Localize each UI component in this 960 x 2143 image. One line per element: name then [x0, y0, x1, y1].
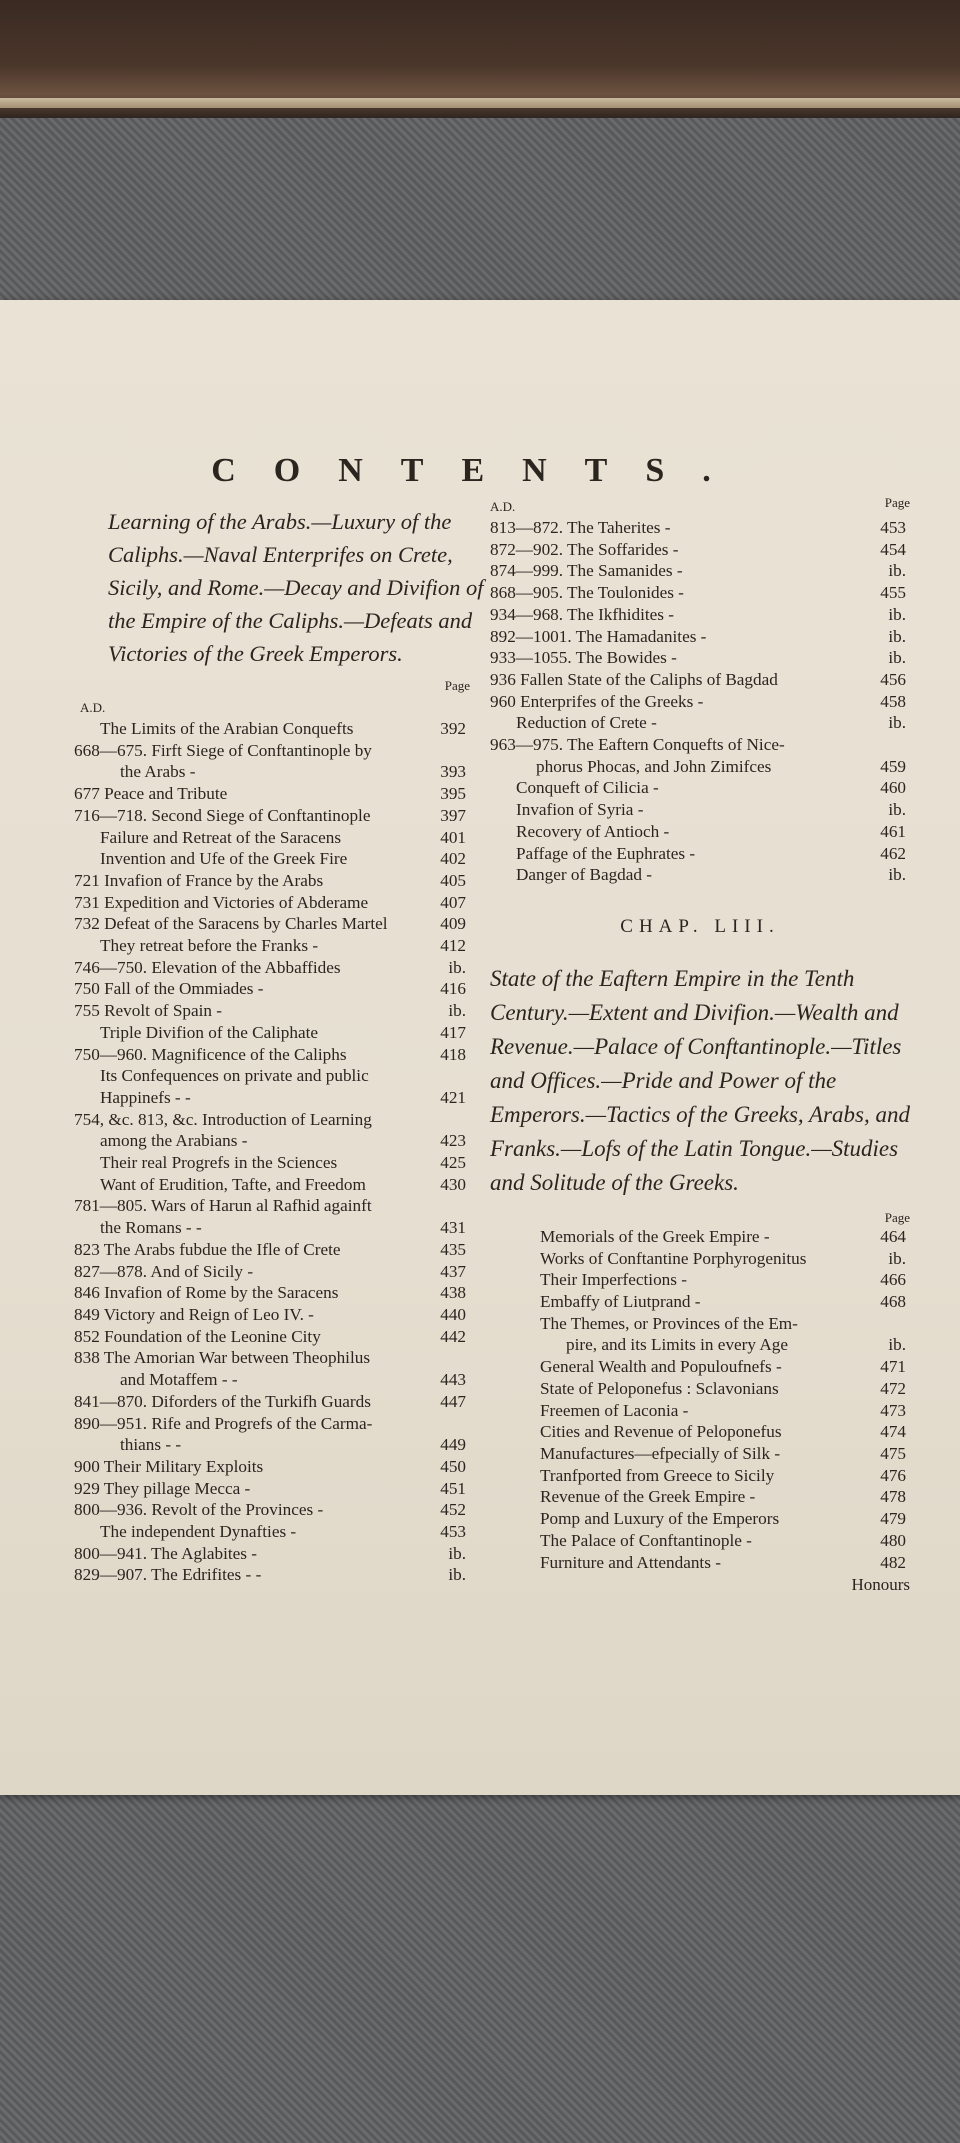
entry-page: 454 [880, 539, 906, 559]
entry-page: 395 [440, 784, 466, 804]
entry-title: Invafion of Syria - [516, 800, 644, 820]
chapter-summary: Learning of the Arabs.—Luxury of the Caliphs.—Naval Enterprifes on Crete, Sicily, and Rome.—Decay and Divifion of the Empire of the Caliphs.—Defeats and Victories of the Greek Emperors. [108, 509, 484, 666]
entry-title: The Bowides - [575, 648, 677, 668]
entry-title: The Taherites - [567, 518, 671, 537]
entry-date: 829—907. [74, 1565, 148, 1585]
entry-page: 461 [880, 821, 906, 841]
contents-list [490, 517, 910, 886]
entry-page: ib. [448, 957, 466, 977]
entry-page: ib. [448, 1543, 466, 1563]
entry-date: 800—936. [74, 1500, 148, 1520]
entry-title: Their Military Exploits [103, 1456, 264, 1476]
toc-entry [74, 1326, 470, 1348]
toc-entry [490, 517, 910, 539]
toc-entry [490, 691, 910, 713]
entry-title: Their Imperfections - [540, 1270, 687, 1290]
entry-title: Pomp and Luxury of the Emperors [540, 1509, 780, 1529]
toc-entry [74, 718, 470, 740]
entry-title: The Palace of Conftantinople - [540, 1530, 752, 1550]
entry-page: 418 [440, 1044, 466, 1064]
entry-date: 874—999. [490, 561, 564, 581]
toc-entry [490, 647, 910, 669]
entry-date: 677 [74, 784, 100, 804]
entry-title: Danger of Bagdad - [516, 865, 653, 885]
entry-page: 460 [880, 778, 906, 798]
entry-date: 890—951. [74, 1413, 148, 1433]
toc-entry [74, 935, 470, 957]
entry-title: Enterprifes of the Greeks - [520, 691, 704, 711]
entry-title: Want of Erudition, Tafte, and Freedom [100, 1174, 366, 1194]
entry-page: 472 [880, 1378, 906, 1398]
toc-entry [490, 626, 910, 648]
toc-entry [74, 1543, 470, 1565]
toc-entry [540, 1552, 910, 1574]
entry-title: The Samanides - [567, 561, 683, 581]
toc-entry [540, 1378, 910, 1400]
toc-entry [74, 1521, 470, 1543]
entry-date: 960 [490, 691, 516, 711]
entry-title: The Themes, or Provinces of the Em- [540, 1313, 798, 1333]
entry-title: Victory and Reign of Leo IV. - [103, 1304, 314, 1324]
entry-title: the Arabs - [120, 762, 196, 782]
entry-page: 456 [880, 669, 906, 689]
toc-entry [540, 1508, 910, 1530]
toc-entry [74, 1022, 470, 1044]
toc-entry [490, 669, 910, 691]
entry-page: 405 [440, 870, 466, 890]
entry-page: 473 [880, 1400, 906, 1420]
toc-entry [74, 1000, 470, 1022]
entry-page: 437 [440, 1261, 466, 1281]
toc-entry [540, 1291, 910, 1313]
toc-entry [540, 1226, 910, 1248]
toc-entry [540, 1443, 910, 1465]
toc-entry [74, 870, 470, 892]
toc-entry [74, 1087, 470, 1109]
entry-title: Paffage of the Euphrates - [516, 843, 696, 863]
entry-date: 668—675. [74, 740, 148, 760]
entry-page: 471 [880, 1357, 906, 1377]
toc-entry [74, 1239, 470, 1261]
toc-entry [74, 1304, 470, 1326]
toc-entry [490, 843, 910, 865]
entry-date: 936 [490, 669, 516, 689]
entry-date: 813—872. [490, 518, 564, 537]
toc-entry [74, 1152, 470, 1174]
column-header [490, 495, 910, 517]
ad-label: A.D. [80, 700, 106, 715]
toc-entry [74, 827, 470, 849]
toc-entry [74, 1282, 470, 1304]
entry-page: 464 [880, 1226, 906, 1246]
entry-page: 476 [880, 1465, 906, 1485]
toc-entry [74, 1391, 470, 1413]
entry-title: The independent Dynafties - [100, 1522, 297, 1542]
entry-date: 900 [74, 1456, 100, 1476]
entry-title: Fall of the Ommiades - [104, 979, 264, 999]
entry-title: And of Sicily - [150, 1261, 254, 1281]
entry-title: Cities and Revenue of Peloponefus [540, 1422, 782, 1442]
entry-page: 435 [440, 1239, 466, 1259]
entry-title: Freemen of Laconia - [540, 1400, 689, 1420]
entry-date: 963—975. [490, 735, 564, 755]
entry-page: 430 [440, 1174, 466, 1194]
entry-title: Triple Divifion of the Caliphate [100, 1022, 318, 1042]
toc-entry [490, 560, 910, 582]
toc-entry [74, 892, 470, 914]
entry-page: 462 [880, 843, 906, 863]
entry-page: 423 [440, 1131, 466, 1151]
entry-page: 402 [440, 849, 466, 869]
entry-title: The Toulonides - [567, 583, 684, 603]
entry-page: 393 [440, 762, 466, 782]
page-label: Page [884, 495, 910, 510]
entry-page: 450 [440, 1456, 466, 1476]
entry-title: Their real Progrefs in the Sciences [100, 1153, 338, 1173]
entry-date: 838 [74, 1348, 100, 1368]
toc-entry [74, 1261, 470, 1283]
column-header [74, 678, 470, 718]
entry-date: 781—805. [74, 1196, 148, 1216]
toc-entry [540, 1313, 910, 1335]
entry-date: 933—1055. [490, 648, 572, 668]
entry-page: ib. [448, 1001, 466, 1021]
entry-page: 440 [440, 1304, 466, 1324]
entry-page: 443 [440, 1370, 466, 1390]
entry-page: 451 [440, 1478, 466, 1498]
entry-title: The Aglabites - [151, 1543, 258, 1563]
entry-date: 732 [74, 914, 100, 934]
toc-entry [490, 582, 910, 604]
entry-title: Revenue of the Greek Empire - [540, 1487, 756, 1507]
entry-page: 442 [440, 1326, 466, 1346]
entry-page: 453 [880, 518, 906, 537]
entry-title: Works of Conftantine Porphyrogenitus [540, 1248, 807, 1268]
carpet-background-bottom [0, 1795, 960, 2143]
page-label: Page [444, 678, 470, 693]
entry-page: ib. [888, 626, 906, 646]
entry-title: Invafion of France by the Arabs [104, 870, 324, 890]
entry-page: 416 [440, 979, 466, 999]
right-column [490, 495, 910, 1595]
page-edges [0, 98, 960, 108]
contents-list [540, 1226, 910, 1573]
entry-page: 475 [880, 1443, 906, 1463]
entry-title: Failure and Retreat of the Saracens [100, 827, 342, 847]
catchword: Honours [851, 1575, 910, 1595]
entry-date: 755 [74, 1001, 100, 1021]
entry-page: 474 [880, 1422, 906, 1442]
page-label: Page [884, 1209, 910, 1225]
entry-title: Invention and Ufe of the Greek Fire [100, 849, 348, 869]
toc-entry [74, 978, 470, 1000]
entry-date: 800—941. [74, 1543, 148, 1563]
toc-entry [490, 864, 910, 886]
entry-date: 934—968. [490, 604, 564, 624]
toc-entry [540, 1248, 910, 1270]
entry-page: 459 [880, 756, 906, 776]
entry-page: 449 [440, 1435, 466, 1455]
entry-title: Foundation of the Leonine City [104, 1326, 321, 1346]
entry-title: Wars of Harun al Rafhid againft [151, 1196, 372, 1216]
entry-title: The Limits of the Arabian Conquefts [100, 719, 354, 738]
entry-page: 392 [440, 719, 466, 738]
toc-entry [74, 1478, 470, 1500]
entry-page: 466 [880, 1270, 906, 1290]
entry-title: They pillage Mecca - [103, 1478, 251, 1498]
entry-title: They retreat before the Franks - [100, 936, 319, 956]
entry-title: phorus Phocas, and John Zimifces [536, 756, 772, 776]
entry-page: 458 [880, 691, 906, 711]
toc-entry [74, 1413, 470, 1435]
entry-title: Its Confequences on private and public [100, 1066, 369, 1086]
ad-label: A.D. [490, 499, 516, 514]
entry-page: 407 [440, 892, 466, 912]
entry-page: 397 [440, 805, 466, 825]
entry-date: 849 [74, 1304, 100, 1324]
toc-entry [540, 1421, 910, 1443]
entry-title: Tranfported from Greece to Sicily [540, 1465, 775, 1485]
entry-page: ib. [888, 800, 906, 820]
entry-title: Embaffy of Liutprand - [540, 1292, 701, 1312]
entry-title: State of Peloponefus : Sclavonians [540, 1378, 779, 1398]
entry-title: Invafion of Rome by the Saracens [104, 1283, 339, 1303]
toc-entry [490, 777, 910, 799]
entry-title: and Motaffem - - [120, 1370, 238, 1390]
entry-page: 431 [440, 1218, 466, 1238]
toc-entry [74, 1499, 470, 1521]
entry-page: 438 [440, 1283, 466, 1303]
toc-entry [490, 821, 910, 843]
entry-page: 482 [880, 1552, 906, 1572]
toc-entry [540, 1530, 910, 1552]
entry-title: Recovery of Antioch - [516, 821, 670, 841]
entry-date: 868—905. [490, 583, 564, 603]
entry-title: Elevation of the Abbaffides [151, 957, 341, 977]
entry-page: 401 [440, 827, 466, 847]
toc-entry [540, 1334, 910, 1356]
toc-entry [490, 604, 910, 626]
entry-date: 731 [74, 892, 100, 912]
entry-title: Firft Siege of Conftantinople by [151, 740, 372, 760]
entry-title: Memorials of the Greek Empire - [540, 1226, 770, 1246]
toc-entry [74, 1347, 470, 1369]
entry-date: 823 [74, 1239, 100, 1259]
entry-title: The Edrifites - - [151, 1565, 262, 1585]
entry-title: pire, and its Limits in every Age [566, 1335, 788, 1355]
entry-title: Magnificence of the Caliphs [151, 1044, 347, 1064]
toc-entry [74, 805, 470, 827]
toc-entry [540, 1269, 910, 1291]
toc-entry [74, 1065, 470, 1087]
entry-page: ib. [888, 713, 906, 733]
toc-entry [74, 1217, 470, 1239]
entry-title: General Wealth and Populoufnefs - [540, 1357, 782, 1377]
toc-entry [74, 1456, 470, 1478]
toc-entry [74, 1174, 470, 1196]
entry-page: ib. [888, 1248, 906, 1268]
toc-entry [74, 740, 470, 762]
toc-entry [74, 957, 470, 979]
entry-title: Second Siege of Conftantinople [151, 805, 371, 825]
book-top [0, 0, 960, 118]
entry-page: 421 [440, 1087, 466, 1107]
entry-title: Revolt of Spain - [104, 1001, 222, 1021]
entry-date: 746—750. [74, 957, 148, 977]
entry-title: The Ikfhidites - [567, 604, 674, 624]
entry-title: Fallen State of the Caliphs of Bagdad [520, 669, 778, 689]
entry-title: Diforders of the Turkifh Guards [151, 1391, 371, 1411]
entry-date: 872—902. [490, 539, 564, 559]
entry-page: ib. [888, 865, 906, 885]
toc-entry [490, 712, 910, 734]
entry-title: Rife and Progrefs of the Carma- [151, 1413, 373, 1433]
entry-date: 827—878. [74, 1261, 148, 1281]
toc-entry [490, 734, 910, 756]
toc-entry [490, 799, 910, 821]
toc-entry [74, 1434, 470, 1456]
entry-title: The Amorian War between Theophilus [103, 1348, 371, 1368]
toc-entry [74, 761, 470, 783]
entry-date: 852 [74, 1326, 100, 1346]
entry-date: 846 [74, 1283, 100, 1303]
entry-title: Manufactures—efpecially of Silk - [540, 1443, 781, 1463]
entry-title: The Eaftern Conquefts of Nice- [567, 735, 785, 755]
toc-entry [490, 539, 910, 561]
toc-entry [74, 1130, 470, 1152]
entry-title: Introduction of Learning [201, 1109, 372, 1129]
entry-page: 447 [440, 1391, 466, 1411]
entry-date: 892—1001. [490, 626, 572, 646]
entry-date: 750 [74, 979, 100, 999]
book-page [0, 300, 960, 1795]
toc-entry [74, 1109, 470, 1131]
entry-page: 409 [440, 914, 466, 934]
entry-title: Happinefs - - [100, 1087, 191, 1107]
entry-title: among the Arabians - [100, 1131, 248, 1151]
toc-entry [74, 913, 470, 935]
entry-page: ib. [448, 1565, 466, 1585]
toc-entry [74, 1195, 470, 1217]
entry-title: The Soffarides - [567, 539, 679, 559]
left-column [74, 495, 484, 1586]
entry-date: 716—718. [74, 805, 148, 825]
chapter-heading: CHAP. LIII. [620, 915, 780, 937]
toc-entry [74, 1044, 470, 1066]
toc-entry [540, 1486, 910, 1508]
toc-entry [540, 1465, 910, 1487]
entry-page: 480 [880, 1530, 906, 1550]
entry-title: Peace and Tribute [104, 784, 228, 804]
chapter-summary: State of the Eaftern Empire in the Tenth Century.—Extent and Divifion.—Wealth and Revenue.—Palace of Conftantinople.—Titles and Offices.—Pride and Power of the Emperors.—Tactics of the Greeks, Arabs, and Franks.—Lofs of the Latin Tongue.—Studies and Solitude of the Greeks. [490, 965, 910, 1195]
entry-title: Furniture and Attendants - [540, 1552, 721, 1572]
toc-entry [74, 848, 470, 870]
entry-page: 468 [880, 1292, 906, 1312]
entry-page: 479 [880, 1509, 906, 1529]
entry-page: ib. [888, 1335, 906, 1355]
toc-entry [490, 756, 910, 778]
entry-page: ib. [888, 561, 906, 581]
entry-title: Defeat of the Saracens by Charles Martel [104, 914, 388, 934]
toc-entry [540, 1356, 910, 1378]
contents-list [74, 718, 470, 1586]
entry-title: thians - - [120, 1435, 182, 1455]
entry-page: 412 [440, 936, 466, 956]
entry-date: 841—870. [74, 1391, 148, 1411]
entry-date: 754, &c. 813, &c. [74, 1109, 198, 1129]
entry-title: The Hamadanites - [575, 626, 707, 646]
entry-date: 929 [74, 1478, 100, 1498]
toc-entry [74, 1369, 470, 1391]
entry-date: 721 [74, 870, 100, 890]
toc-entry [540, 1400, 910, 1422]
toc-entry [74, 1564, 470, 1586]
entry-title: Revolt of the Provinces - [151, 1500, 324, 1520]
entry-page: ib. [888, 604, 906, 624]
entry-title: Reduction of Crete - [516, 713, 657, 733]
toc-entry [74, 783, 470, 805]
entry-page: ib. [888, 648, 906, 668]
entry-page: 425 [440, 1153, 466, 1173]
entry-date: 750—960. [74, 1044, 148, 1064]
entry-page: 452 [440, 1500, 466, 1520]
entry-title: The Arabs fubdue the Ifle of Crete [103, 1239, 341, 1259]
entry-title: the Romans - - [100, 1218, 202, 1238]
entry-title: Conqueft of Cilicia - [516, 778, 659, 798]
entry-title: Expedition and Victories of Abderame [104, 892, 369, 912]
carpet-background [0, 118, 960, 308]
entry-page: 453 [440, 1522, 466, 1542]
entry-page: 478 [880, 1487, 906, 1507]
entry-page: 417 [440, 1022, 466, 1042]
entry-page: 455 [880, 583, 906, 603]
page-title: CONTENTS. [211, 452, 749, 489]
